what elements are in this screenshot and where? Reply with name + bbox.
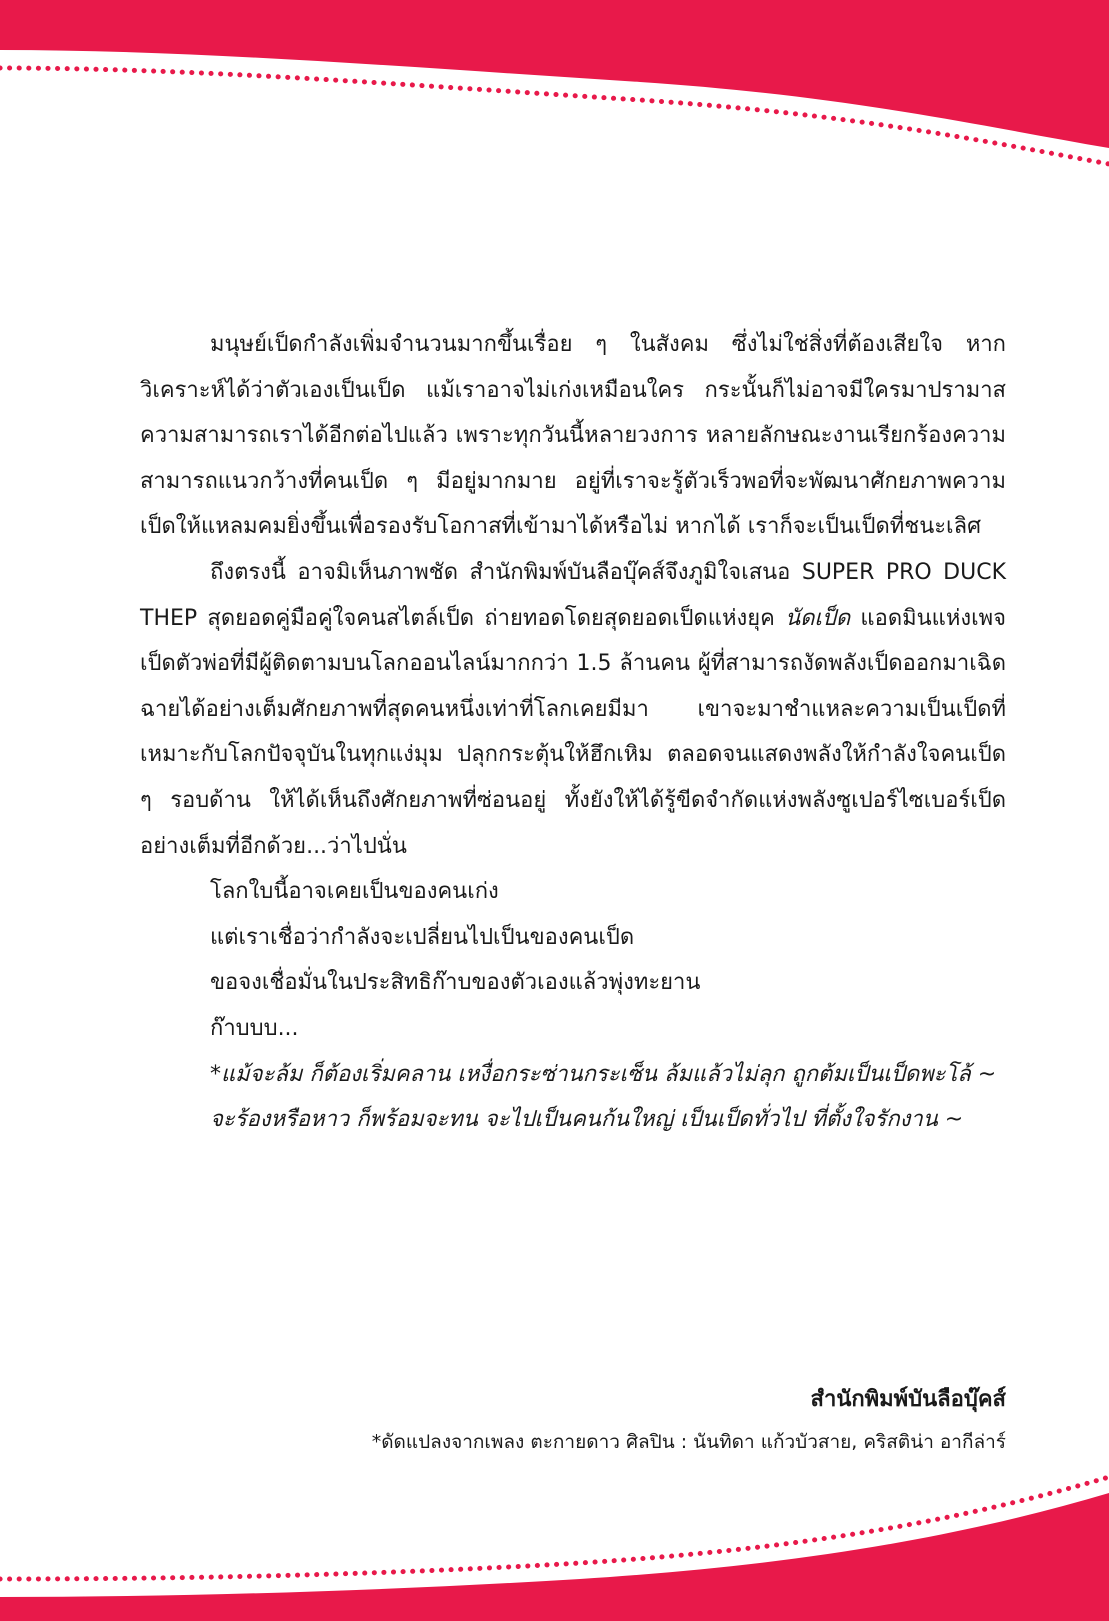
top-wave-band — [0, 0, 1109, 148]
verse-line-2: แต่เราเชื่อว่ากำลังจะเปลี่ยนไปเป็นของคนเป็ด — [210, 924, 635, 950]
author-name: นัดเป็ด — [785, 605, 851, 631]
top-wave-decoration — [0, 0, 1109, 180]
verse-line-3: ขอจงเชื่อมั่นในประสิทธิก๊าบของตัวเองแล้วพุ่งทะยาน — [210, 970, 701, 996]
lyric-2: จะร้องหรือหาว ก็พร้อมจะทน จะไปเป็นคนก้นใหญ่ เป็นเป็ดทั่วไป ที่ตั้งใจรักงาน ~ — [210, 1107, 964, 1133]
verse-line-1: โลกใบนี้อาจเคยเป็นของคนเก่ง — [210, 879, 499, 905]
bottom-wave-band — [0, 1493, 1109, 1621]
paragraph-2 — [140, 550, 1006, 869]
song-credit: *ดัดแปลงจากเพลง ตะกายดาว ศิลปิน : นันทิดา แก้วบัวสาย, คริสติน่า อากีล่าร์ — [371, 1431, 1006, 1453]
bottom-wave-decoration — [0, 1441, 1109, 1621]
paragraph-2-start: ถึงตรงนี้ อาจมิเห็นภาพชัด สำนักพิมพ์บันลือบุ๊คส์จึงภูมิใจเสนอ SUPER PRO DUCK THEP สุดยอดคู่มือคู่ใจคนสไตล์เป็ด ถ่ายทอดโดยสุดยอดเป็ดแห่งยุค — [140, 559, 1006, 631]
main-text — [140, 322, 1006, 1143]
paragraph-2-end: แอดมินแห่งเพจเป็ดตัวพ่อที่มีผู้ติดตามบนโลกออนไลน์มากกว่า 1.5 ล้านคน ผู้ที่สามารถงัดพลังเป็ดออกมาเฉิดฉายได้อย่างเต็มศักยภาพที่สุดคนหนึ่งเท่าที่โลกเคยมีมา เขาจะมาชำแหละความเป็นเป็ดที่เหมาะกับโลกปัจจุบันในทุกแง่มุม ปลุกกระตุ้นให้ฮึกเหิม ตลอดจนแสดงพลังให้กำลังใจคนเป็ด ๆ รอบด้าน ให้ได้เห็นถึงศักยภาพที่ซ่อนอยู่ ทั้งยังให้ได้รู้ขีดจำกัดแห่งพลังซูเปอร์ไซเบอร์เป็ดอย่างเต็มที่อีกด้วย...ว่าไปนั่น — [140, 605, 1006, 859]
verse-line-4: ก๊าบบบ... — [210, 1015, 299, 1041]
lyric-1: *แม้จะล้ม ก็ต้องเริ่มคลาน เหงื่อกระซ่านกระเซ็น ล้มแล้วไม่ลุก ถูกต้มเป็นเป็ดพะโล้ ~ — [210, 1061, 997, 1087]
paragraph-1: มนุษย์เป็ดกำลังเพิ่มจำนวนมากขึ้นเรื่อย ๆ ในสังคม ซึ่งไม่ใช่สิ่งที่ต้องเสียใจ หากวิเคราะห์ได้ว่าตัวเองเป็นเป็ด แม้เราอาจไม่เก่งเหมือนใคร กระนั้นก็ไม่อาจมีใครมาปรามาสความสามารถเราได้อีกต่อไปแล้ว เพราะทุกวันนี้หลายวงการ หลายลักษณะงานเรียกร้องความสามารถแนวกว้างที่คนเป็ด ๆ มีอยู่มากมาย อยู่ที่เราจะรู้ตัวเร็วพอที่จะพัฒนาศักยภาพความเป็ดให้แหลมคมยิ่งขึ้นเพื่อรองรับโอกาสที่เข้ามาได้หรือไม่ หากได้ เราก็จะเป็นเป็ดที่ชนะเลิศ — [140, 332, 1006, 540]
publisher-signature: สำนักพิมพ์บันลือบุ๊คส์ — [810, 1387, 1006, 1412]
